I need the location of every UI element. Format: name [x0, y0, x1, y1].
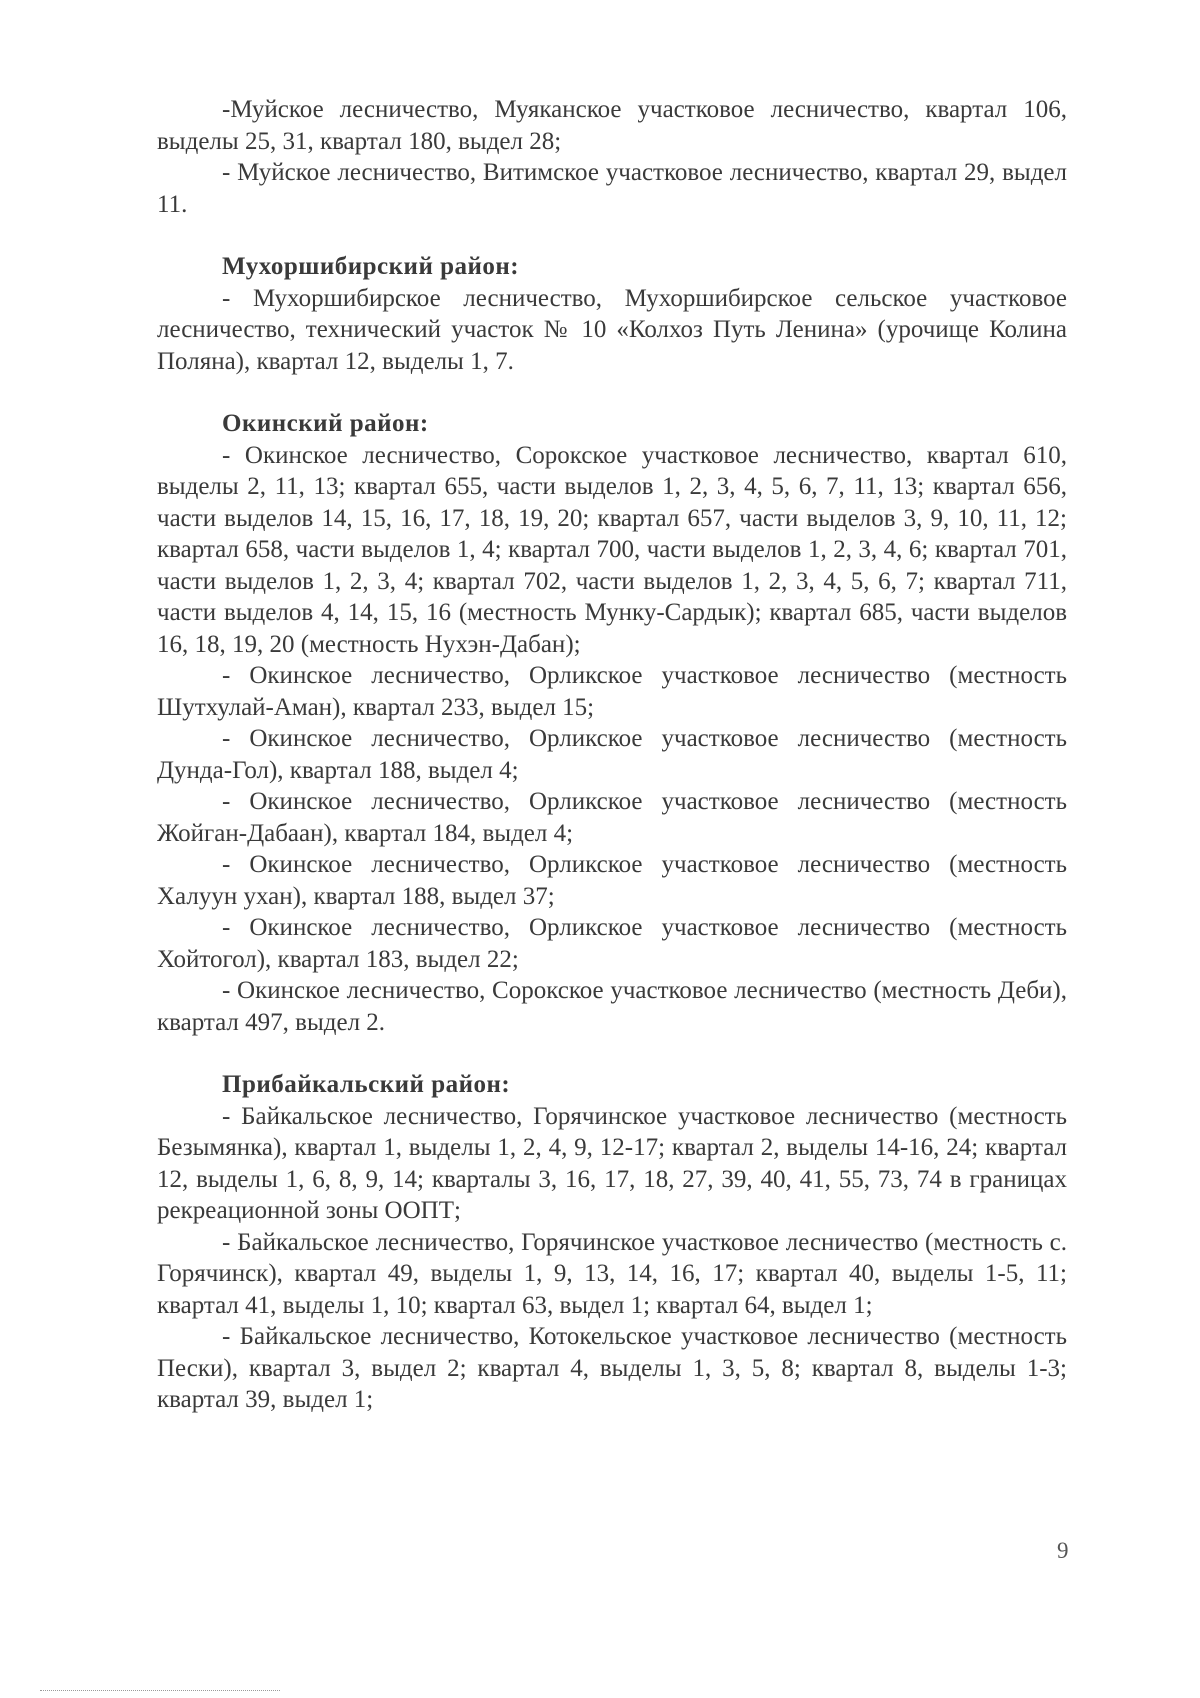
paragraph: - Окинское лесничество, Орликское участковое лесничество (местность Хойтогол), квартал 183, выдел 22;	[157, 914, 1067, 973]
section-heading: Прибайкальский район:	[222, 1071, 511, 1098]
paragraph: - Байкальское лесничество, Горячинское участковое лесничество (местность с. Горячинск), квартал 49, выделы 1, 9, 13, 14, 16, 17; квартал 40, выделы 1-5, 11; квартал 41, выделы 1, 10; квартал 63, выдел 1; квартал 64, выдел 1;	[157, 1228, 1067, 1319]
paragraph: - Окинское лесничество, Орликское участковое лесничество (местность Шутхулай-Аман), квартал 233, выдел 15;	[157, 662, 1067, 721]
paragraph: - Байкальское лесничество, Котокельское участковое лесничество (местность Пески), квартал 3, выдел 2; квартал 4, выделы 1, 3, 5, 8; квартал 8, выделы 1-3; квартал 39, выдел 1;	[157, 1323, 1067, 1413]
paragraph: - Окинское лесничество, Сорокское участковое лесничество, квартал 610, выделы 2, 11, 13; квартал 655, части выделов 1, 2, 3, 4, 5, 6, 7, 11, 13; квартал 656, части выделов 14, 15, 16, 17, 18, 19, 20; квартал 657, части выделов 3, 9, 10, 11, 12; квартал 658, части выделов 1, 4; квартал 700, части выделов 1, 2, 3, 4, 6; квартал 701, части выделов 1, 2, 3, 4; квартал 702, части выделов 1, 2, 3, 4, 5, 6, 7; квартал 711, части выделов 4, 14, 15, 16 (местность Мунку-Сардык); квартал 685, части выделов 16, 18, 19, 20 (местность Нухэн-Дабан);	[157, 441, 1067, 658]
paragraph: - Окинское лесничество, Орликское участковое лесничество (местность Халуун ухан), квартал 188, выдел 37;	[157, 851, 1067, 910]
section-heading: Мухоршибирский район:	[222, 253, 520, 280]
paragraph: - Окинское лесничество, Сорокское участковое лесничество (местность Деби), квартал 497, выдел 2.	[157, 977, 1067, 1036]
paragraph: -Муйское лесничество, Муяканское участковое лесничество, квартал 106, выделы 25, 31, квартал 180, выдел 28;	[157, 96, 1067, 155]
paragraph: - Окинское лесничество, Орликское участковое лесничество (местность Жойган-Дабаан), квартал 184, выдел 4;	[157, 788, 1067, 847]
document-body	[157, 94, 1067, 1416]
section-spacer	[157, 220, 1067, 251]
paragraph: - Байкальское лесничество, Горячинское участковое лесничество (местность Безымянка), квартал 1, выделы 1, 2, 4, 9, 12-17; квартал 2, выделы 14-16, 24; квартал 12, выделы 1, 6, 8, 9, 14; кварталы 3, 16, 17, 18, 27, 39, 40, 41, 55, 73, 74 в границах рекреационной зоны ООПТ;	[157, 1102, 1067, 1224]
section-spacer	[157, 377, 1067, 408]
page-number: 9	[1057, 1538, 1069, 1563]
scan-artifact-line	[40, 1690, 280, 1691]
section-heading: Окинский район:	[222, 410, 429, 437]
section-spacer	[157, 1038, 1067, 1069]
paragraph: - Окинское лесничество, Орликское участковое лесничество (местность Дунда-Гол), квартал 188, выдел 4;	[157, 725, 1067, 784]
paragraph: - Муйское лесничество, Витимское участковое лесничество, квартал 29, выдел 11.	[157, 159, 1067, 218]
paragraph: - Мухоршибирское лесничество, Мухоршибирское сельское участковое лесничество, технический участок № 10 «Колхоз Путь Ленина» (урочище Колина Поляна), квартал 12, выделы 1, 7.	[157, 284, 1067, 375]
